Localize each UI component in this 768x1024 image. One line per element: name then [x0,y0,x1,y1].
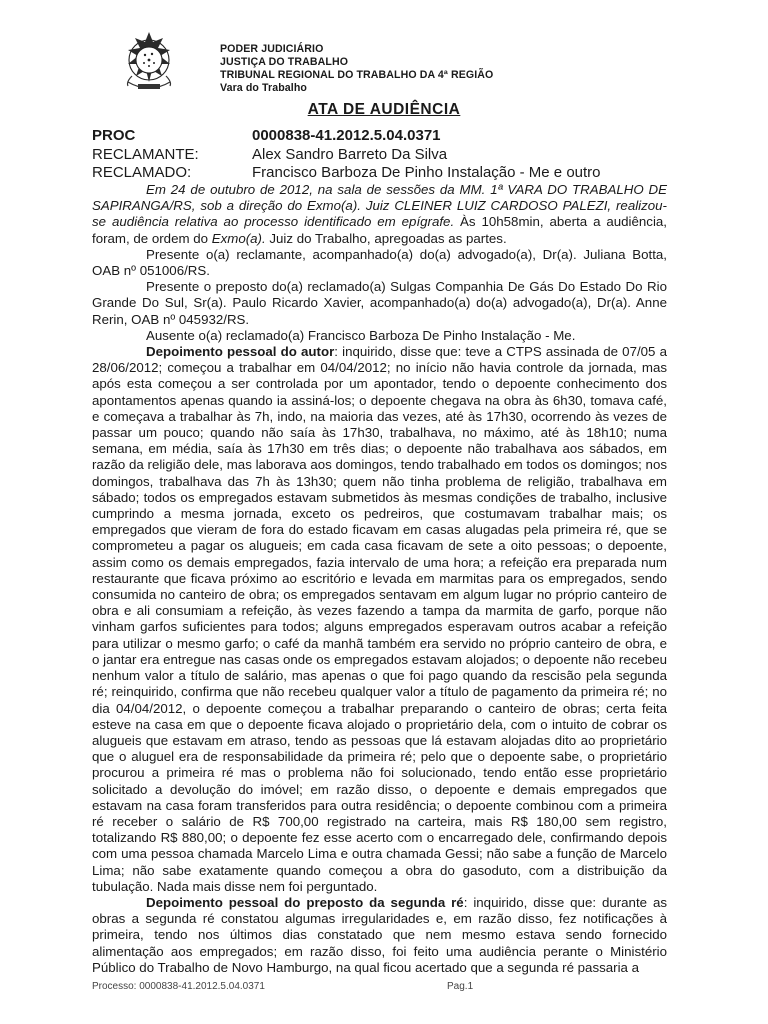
footer-process-number: Processo: 0000838-41.2012.5.04.0371 [92,981,265,992]
author-testimony [92,344,667,895]
proc-label: PROC [92,127,136,144]
opening-exmo: Exmo(a). [211,230,266,246]
document-title: ATA DE AUDIÊNCIA [307,101,461,118]
preposto-presence: Presente o preposto do(a) reclamado(a) Sulgas Companhia De Gás Do Estado Do Rio Grande Do Sul, Sr(a). Paulo Ricardo Xavier, acompanhado(a) do(a) advogado(a), Dr(a). Anne Rerin, OAB nº 045932/RS. [92,279,667,327]
opening-paragraph [92,182,667,247]
opening-italic: Em 24 de outubro de 2012, na sala de sessões da MM. 1ª VARA DO TRABALHO DE SAPIRANGA/RS, sob a direção do Exmo(a). Juiz CLEINER LUIZ CARDOSO PALEZI, realizou-se audiência relativa ao processo identificado em epígrafe. [92,182,667,230]
opening-text-a: Às 10h58min, aberta a audiência, foram, de ordem do [92,214,667,246]
header-line-justica: JUSTIÇA DO TRABALHO [220,56,349,68]
reclamado-name: Francisco Barboza De Pinho Instalação - Me e outro [252,164,601,181]
author-testimony-text: : inquirido, disse que: teve a CTPS assinada de 07/05 a 28/06/2012; começou a trabalhar em 04/04/2012; no início não havia controle da jornada, mas após esta começou a ser controlada por um apontador, tendo o depoente conhecimento dos apontamentos apenas quando ia assiná-los; o depoente chegava na obra às 6h30, tomava café, e começava a trabalhar às 7h, indo, na maioria das vezes, até às 17h30, ocorrendo às vezes de passar um pouco; quando não saía às 17h30, trabalhava, no máximo, até às 18h10; numa semana, em média, saía às 17h30 em três dias; o depoente não trabalhava aos sábados, em razão da religião dele, mas laborava aos domingos, tendo trabalhado em todos os domingos; nos domingos, trabalhava das 7h às 13h30; quem não tinha problema de religião, trabalhava em sábado; todos os empregados estavam submetidos às mesmas condições de trabalho, inclusive cumprindo a mesma jornada, exceto os pedreiros, que costumavam trabalhar mais; os empregados que vieram de fora do estado ficavam em casas alugadas pela primeira ré, que se comprometeu a pagar os alugueis; em cada casa ficavam de sete a oito pessoas; o depoente, assim como os demais empregados, fazia intervalo de uma hora; a refeição era preparada num restaurante que ficava próximo ao escritório e levada em marmitas para os empregados, sendo consumida no canteiro de obra; os empregados sentavam em algum lugar no próprio canteiro de obra e ali consumiam a refeição, às vezes fazendo a tampa da marmita de garfo, porque não vinham garfos suficientes para todos; alguns empregados esperavam outros acabar a refeição para utilizar o mesmo garfo; o café da manhã também era servido no próprio canteiro de obra, e o jantar era entregue nas casas onde os empregados estavam alojados; o depoente não recebeu nenhum valor a título de salário, mas apenas o que foi pago quando da rescisão pela segunda ré; reinquirido, confirma que não recebeu qualquer valor a título de pagamento da primeira ré; no dia 04/04/2012, o depoente começou a trabalhar preparando o canteiro de obras; certa feita esteve na casa em que o depoente ficava alojado o proprietário dela, com o intuito de cobrar os alugueis que estavam em atraso, tendo as pessoas que lá estavam alojadas dito ao proprietário que o aluguel era de responsabilidade da primeira ré; pelo que o depoente sabe, o proprietário procurou a primeira ré mas o problema não foi solucionado, tendo então esse proprietário solicitado a devolução do imóvel; em razão disso, o depoente e demais empregados que estavam na casa foram transferidos para outra residência; o depoente combinou com a primeira ré receber o salário de R$ 700,00 registrado na carteira, mais R$ 180,00 sem registro, totalizando R$ 880,00; o depoente fez esse acerto com o encarregado dele, confirmando depois com uma pessoa chamada Marcelo Lima e outra chamada Gessi; não sabe a função de Marcelo Lima; não sabe exatamente quando começou a obra do gasoduto, com a distribuição da tubulação. Nada mais disse nem foi perguntado. [92,344,667,894]
footer-page-number: Pag.1 [447,981,474,992]
header-line-poder: PODER JUDICIÁRIO [220,43,324,55]
reclamante-presence: Presente o(a) reclamante, acompanhado(a) do(a) advogado(a), Dr(a). Juliana Botta, OAB nº 051006/RS. [92,246,667,279]
reclamante-name: Alex Sandro Barreto Da Silva [252,145,448,163]
reclamado-row [92,164,601,183]
preposto-testimony [92,895,667,976]
brasao-emblem-icon [118,30,180,92]
reclamado-label: RECLAMADO: [92,164,192,181]
preposto-testimony-text: : inquirido, disse que: durante as obras a segunda ré constatou algumas irregularidades e, em razão disso, fez notificações à primeira, tendo nos últimos dias constatado que nem mesmo estava sendo fornecido alimentação aos empregados; em razão disso, foi feito uma audiência perante o Ministério Público do Trabalho de Novo Hamburgo, na qual ficou acertado que a segunda ré passaria a [92,894,667,975]
case-identification [92,127,601,183]
proc-row [92,127,601,146]
author-testimony-heading: Depoimento pessoal do autor [146,344,335,360]
reclamante-label: RECLAMANTE: [92,145,199,163]
header-line-tribunal: TRIBUNAL REGIONAL DO TRABALHO DA 4ª REGIÃO [220,69,494,81]
reclamante-row [92,146,601,165]
preposto-testimony-heading: Depoimento pessoal do preposto da segunda ré [146,894,464,910]
reclamado-absence: Ausente o(a) reclamado(a) Francisco Barboza De Pinho Instalação - Me. [146,327,576,343]
court-header [220,43,493,95]
header-line-vara: Vara do Trabalho [220,82,307,94]
proc-number: 0000838-41.2012.5.04.0371 [252,127,441,144]
opening-text-b: Juiz do Trabalho, apregoadas as partes. [265,230,507,246]
minutes-body [92,182,667,976]
